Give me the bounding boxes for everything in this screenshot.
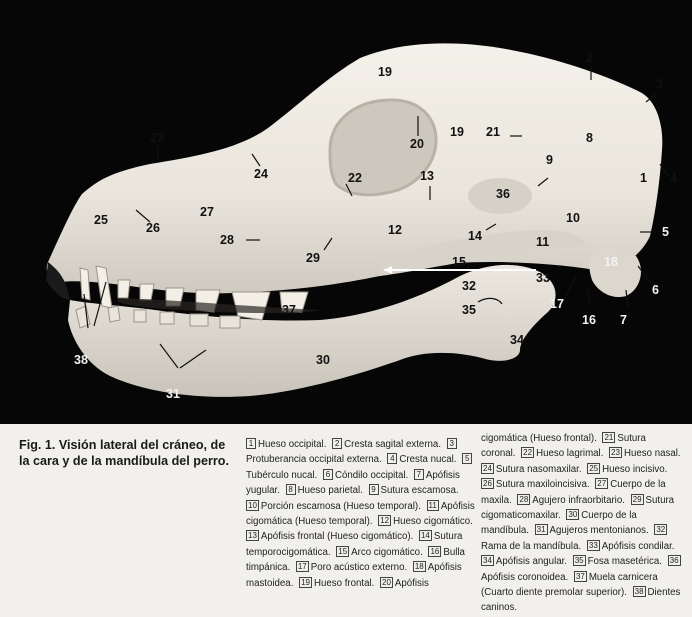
legend-text: Apófisis mastoidea.	[246, 562, 462, 589]
legend-number: 33	[588, 540, 598, 550]
legend-text: Sutura nasomaxilar.	[495, 463, 582, 475]
legend-text: Fosa masetérica.	[587, 556, 662, 568]
legend-number: 4	[387, 453, 397, 464]
legend-number: 1	[246, 438, 256, 449]
legend-text: Arco cigomático.	[351, 546, 423, 558]
legend-number: 34	[483, 556, 492, 566]
legend-number: 37	[575, 571, 585, 581]
legend-number: 7	[414, 469, 424, 480]
legend-text: Apófisis angular.	[495, 556, 567, 568]
legend-text: Rama de la mandíbula.	[481, 540, 582, 552]
figure-label-23: 23	[150, 131, 164, 145]
legend-text: Cuerpo de la mandíbula.	[481, 510, 637, 537]
figure-label-28: 28	[220, 233, 234, 247]
legend-number: 6	[323, 469, 333, 480]
legend-entry	[246, 531, 413, 542]
legend-entry	[336, 547, 423, 558]
legend-entry	[481, 479, 590, 490]
legend-text: Hueso parietal.	[297, 485, 363, 497]
legend-number: 2	[332, 438, 342, 449]
legend-text: Dientes caninos.	[481, 587, 681, 614]
figure-label-16: 16	[582, 313, 596, 327]
figure-label-25: 25	[94, 213, 108, 227]
legend-number: 22	[523, 448, 533, 458]
legend-entry	[481, 556, 567, 567]
figure-label-13: 13	[420, 169, 434, 183]
legend-text: Poro acústico externo.	[310, 562, 408, 574]
figure-label-6: 6	[652, 283, 659, 297]
legend-text: Bulla timpánica.	[246, 546, 465, 574]
legend-text: Apófisis cigomática (Hueso temporal).	[246, 500, 475, 528]
legend-text: Porción escamosa (Hueso temporal).	[260, 500, 421, 512]
legend-entry	[387, 454, 456, 465]
legend-number: 13	[248, 531, 257, 541]
legend-text: cigomática (Hueso frontal).	[481, 433, 597, 444]
legend-number: 31	[536, 525, 546, 535]
legend-number: 11	[428, 500, 437, 510]
legend-entry	[323, 470, 408, 481]
legend-text: Hueso frontal.	[314, 577, 375, 589]
legend-entry	[246, 501, 421, 512]
legend-text: Cóndilo occipital.	[334, 469, 409, 481]
figure-label-24: 24	[254, 167, 268, 181]
figure-label-5: 5	[662, 225, 669, 239]
legend-number: 20	[382, 577, 391, 587]
legend-text: Apófisis yugular.	[246, 469, 460, 497]
legend-text: Apófisis	[394, 577, 429, 589]
legend-number: 36	[669, 556, 679, 566]
figure-label-31: 31	[166, 387, 180, 401]
figure-label-19: 19	[378, 65, 392, 79]
figure-label-34: 34	[510, 333, 524, 347]
legend-text: Hueso occipital.	[258, 439, 327, 450]
legend-number: 35	[574, 556, 584, 566]
legend-entry	[517, 495, 625, 506]
figure-label-4: 4	[670, 171, 677, 185]
legend-entry	[380, 578, 429, 589]
legend-entry	[296, 562, 407, 573]
legend-number: 8	[286, 484, 296, 495]
legend-text: Hueso cigomático.	[393, 516, 473, 528]
figure-label-18: 18	[604, 255, 618, 269]
legend-text: Sutura escamosa.	[380, 485, 459, 497]
legend-number: 25	[589, 463, 599, 473]
figure-label-2: 2	[586, 51, 593, 65]
figure-label-11: 11	[536, 235, 550, 249]
figure-label-7: 7	[620, 313, 627, 327]
legend-number: 24	[483, 463, 492, 473]
legend-number: 19	[301, 577, 310, 587]
figure-label-20: 20	[410, 137, 424, 151]
legend-number: 30	[568, 510, 578, 520]
legend-number: 28	[519, 494, 529, 504]
legend-number: 12	[380, 516, 390, 526]
legend-entry	[299, 578, 374, 589]
figure-label-33: 33	[536, 271, 550, 285]
legend-text: Apófisis frontal (Hueso cigomático).	[260, 531, 414, 543]
legend-number: 21	[604, 433, 614, 442]
legend-text: Hueso nasal.	[624, 448, 681, 460]
legend-entry	[587, 541, 675, 552]
legend-text: Agujero infraorbitario.	[532, 494, 625, 506]
figure-label-1: 1	[640, 171, 647, 185]
legend-entry	[609, 448, 680, 459]
figure-label-32: 32	[462, 279, 476, 293]
figure-label-9: 9	[546, 153, 553, 167]
legend-entry	[332, 439, 441, 450]
legend-entry	[587, 464, 667, 475]
figure-label-14: 14	[468, 229, 482, 243]
figure-label-15: 15	[452, 255, 466, 269]
legend-entry	[481, 433, 597, 444]
legend-entry	[521, 448, 603, 459]
legend-number: 10	[248, 500, 257, 510]
legend-text: Apófisis condilar.	[601, 540, 675, 552]
legend-number: 9	[369, 484, 379, 495]
legend-text: Protuberancia occipital externa.	[246, 454, 382, 466]
figure-label-12: 12	[388, 223, 402, 237]
legend-text: Hueso lagrimal.	[536, 448, 604, 460]
legend-number: 14	[420, 531, 430, 541]
legend-number: 23	[611, 448, 620, 458]
legend-number: 26	[483, 479, 492, 489]
legend-number: 18	[414, 562, 424, 572]
figure-label-30: 30	[316, 353, 330, 367]
legend-number: 16	[430, 546, 440, 556]
legend-entry	[286, 485, 363, 496]
figure-label-35: 35	[462, 303, 476, 317]
legend-number: 29	[632, 494, 642, 504]
figure-label-22: 22	[348, 171, 362, 185]
figure-label-10: 10	[566, 211, 580, 225]
legend-entry	[246, 439, 326, 450]
legend-number: 38	[634, 587, 644, 597]
legend-entry	[535, 525, 649, 536]
legend-number: 17	[297, 562, 307, 572]
legend-number: 5	[462, 453, 472, 464]
figure-label-36: 36	[496, 187, 510, 201]
legend-column-1	[246, 437, 478, 591]
figure-label-27: 27	[200, 205, 214, 219]
figure-label-37: 37	[282, 303, 296, 317]
legend-number: 32	[656, 525, 666, 535]
legend-entry	[573, 556, 662, 567]
legend-text: Cresta sagital externa.	[344, 439, 442, 450]
legend-text: Tubérculo nucal.	[246, 469, 318, 481]
legend-text: Muela carnicera (Cuarto diente premolar superior).	[481, 571, 658, 599]
figure-label-8: 8	[586, 131, 593, 145]
figure-label-21: 21	[486, 125, 500, 139]
legend-entry	[369, 485, 459, 496]
legend-text: Cresta nucal.	[399, 454, 457, 466]
figure-label-29: 29	[306, 251, 320, 265]
legend-text: Cuerpo de la maxila.	[481, 479, 666, 506]
legend-number: 27	[597, 479, 607, 489]
legend-number: 3	[447, 438, 457, 449]
legend-number: 15	[338, 546, 348, 556]
figure-caption-title: Fig. 1. Visión lateral del cráneo, de la cara y de la mandíbula del perro.	[19, 438, 229, 468]
figure-label-17: 17	[550, 297, 564, 311]
figure-label-3: 3	[656, 77, 663, 91]
legend-entry	[481, 464, 582, 475]
legend-text: Hueso incisivo.	[602, 463, 668, 475]
legend-text: Sutura coronal.	[481, 433, 646, 460]
legend-text: Apófisis coronoidea.	[481, 571, 569, 583]
legend-text: Sutura maxiloincisiva.	[495, 479, 590, 491]
figure-label-19b: 19	[450, 125, 464, 139]
figure-label-38: 38	[74, 353, 88, 367]
legend-entry	[378, 516, 473, 527]
legend-text: Sutura cigomaticomaxilar.	[481, 494, 675, 522]
legend-text: Agujeros mentonianos.	[549, 525, 649, 537]
figure-label-26: 26	[146, 221, 160, 235]
legend-column-2	[481, 431, 686, 616]
legend-text: Sutura temporocigomática.	[246, 531, 463, 558]
